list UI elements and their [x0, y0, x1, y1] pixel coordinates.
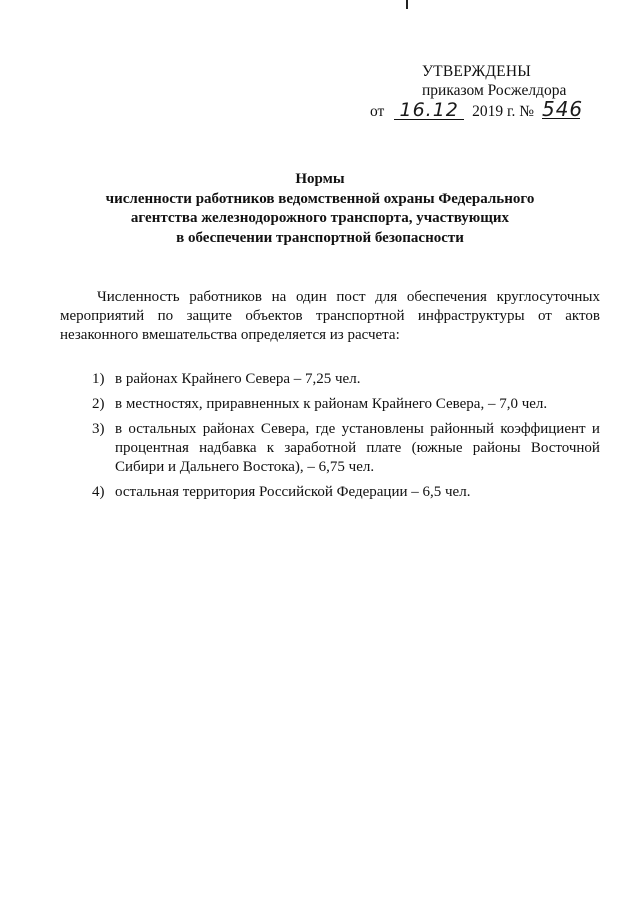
list-item-number: 1)	[92, 371, 105, 387]
word: Севера,	[260, 421, 310, 437]
word: актов	[565, 308, 600, 324]
word: районный	[430, 421, 495, 437]
word: от	[537, 308, 552, 324]
intro-line	[60, 288, 600, 307]
word: где	[315, 421, 336, 437]
word: мероприятий	[60, 308, 145, 324]
handwritten-date: 16.12	[394, 101, 464, 120]
word: надбавка	[199, 440, 257, 456]
document-heading	[60, 170, 580, 248]
word: заработной	[284, 440, 357, 456]
list-item-text	[115, 483, 600, 502]
word: объектов	[245, 308, 303, 324]
list-item	[92, 395, 600, 414]
handwritten-number: 546	[541, 97, 584, 121]
heading-line: численности работников ведомственной охраны Федерального	[105, 190, 535, 207]
list-item-text	[115, 420, 600, 477]
list-item-number: 3)	[92, 421, 105, 437]
word: остальных	[128, 421, 197, 437]
list-item	[92, 420, 600, 477]
word: транспортной	[315, 308, 405, 324]
word: инфраструктуры	[417, 308, 525, 324]
word: (южные	[411, 440, 463, 456]
list-item-line: в районах Крайнего Севера – 7,25 чел.	[115, 371, 361, 387]
approval-order: приказом Росжелдора	[422, 82, 567, 99]
approval-title: УТВЕРЖДЕНЫ	[422, 63, 531, 80]
word: Численность	[97, 289, 180, 305]
list-item	[92, 370, 600, 389]
word: плате	[366, 440, 402, 456]
norms-list	[92, 370, 600, 508]
intro-line	[60, 307, 600, 326]
word: работников	[189, 289, 263, 305]
list-item	[92, 483, 600, 502]
word: пост	[336, 289, 366, 305]
list-item-number: 4)	[92, 484, 105, 500]
list-item-text	[115, 395, 600, 414]
word: круглосуточных	[496, 289, 600, 305]
word: к	[266, 440, 275, 456]
list-item-line	[115, 420, 600, 439]
word: Восточной	[530, 440, 600, 456]
list-item-line: Сибири и Дальнего Востока), – 6,75 чел.	[115, 459, 375, 475]
year-text: 2019 г. №	[472, 103, 535, 120]
list-item-line	[115, 439, 600, 458]
word: районах	[202, 421, 255, 437]
list-item-text	[115, 370, 600, 389]
word: обеспечения	[406, 289, 487, 305]
heading-line: в обеспечении транспортной безопасности	[176, 229, 464, 246]
word: защите	[186, 308, 232, 324]
word: районы	[472, 440, 521, 456]
word: по	[157, 308, 174, 324]
word: один	[295, 289, 327, 305]
intro-paragraph	[60, 288, 600, 345]
word: на	[271, 289, 287, 305]
list-item-number: 2)	[92, 396, 105, 412]
word: процентная	[115, 440, 189, 456]
intro-line: незаконного вмешательства определяется из расчета:	[60, 327, 400, 343]
list-item-line: в местностях, приравненных к районам Крайнего Севера, – 7,0 чел.	[115, 396, 548, 412]
approval-date-line	[370, 97, 584, 121]
list-item-line: остальная территория Российской Федерации – 6,5 чел.	[115, 484, 471, 500]
word: в	[115, 421, 123, 437]
word: установлены	[341, 421, 424, 437]
word: для	[375, 289, 398, 305]
word: коэффициент	[500, 421, 586, 437]
from-label: от	[370, 103, 385, 120]
heading-line: Нормы	[295, 171, 345, 187]
heading-line: агентства железнодорожного транспорта, участвующих	[130, 210, 510, 226]
scan-mark	[406, 0, 408, 9]
word: и	[591, 421, 600, 437]
